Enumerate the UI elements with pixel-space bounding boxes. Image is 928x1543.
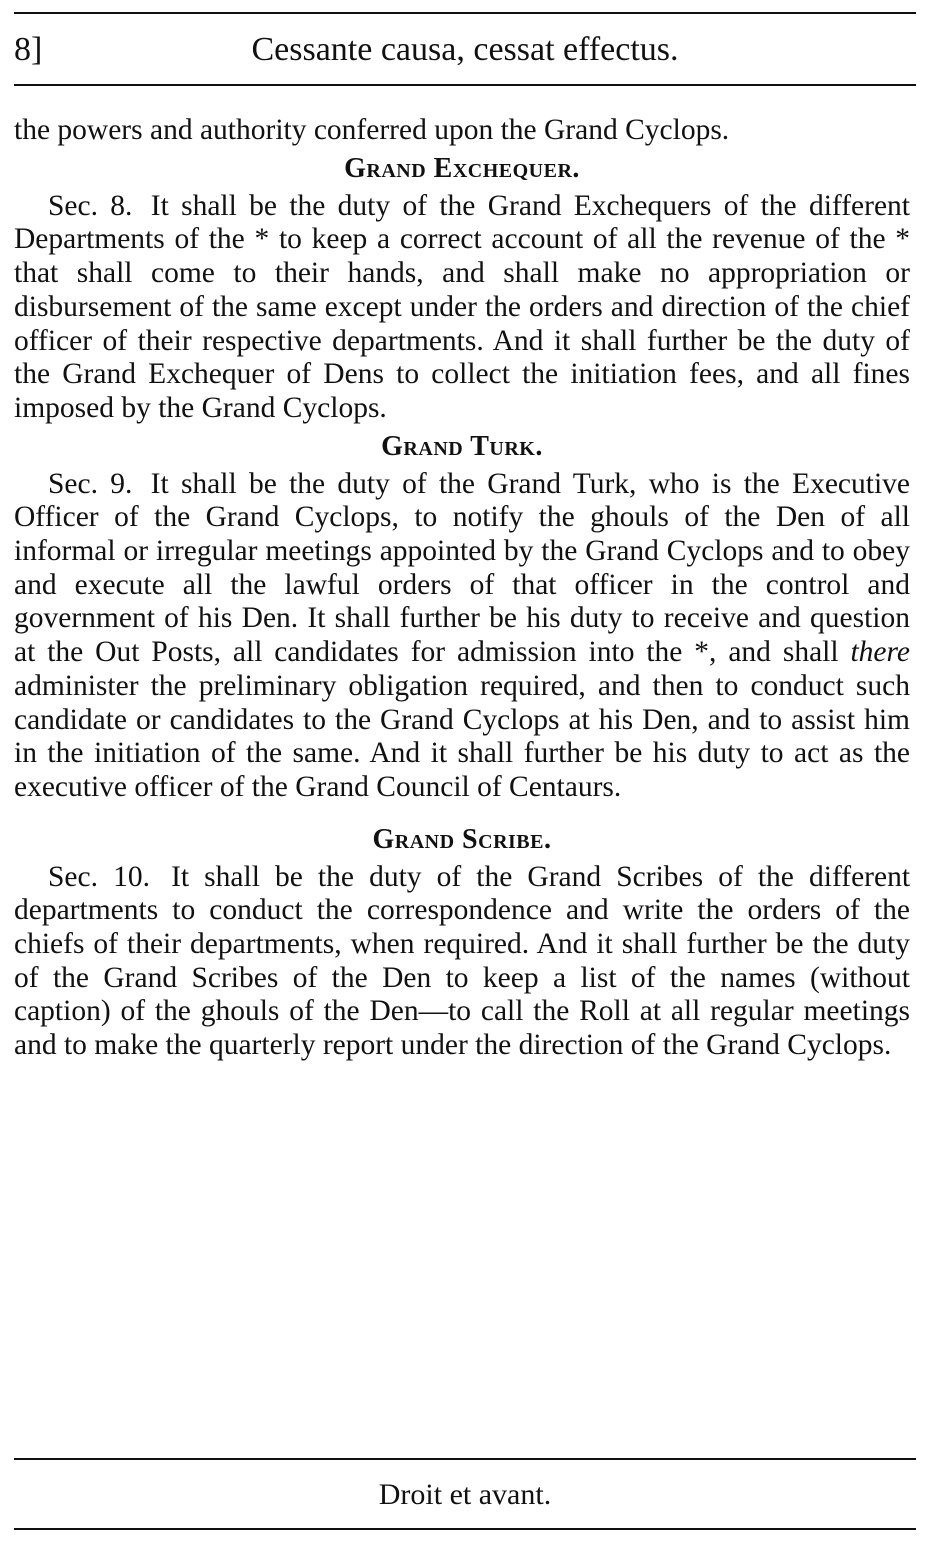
section-heading-grand-turk: Grand Turk. <box>381 430 543 462</box>
section-heading-grand-exchequer: Grand Exchequer. <box>344 152 580 184</box>
section-9-number: Sec. 9. <box>48 467 133 500</box>
section-8-number: Sec. 8. <box>48 189 133 222</box>
page-number: 8] <box>14 31 43 68</box>
section-9-text-start: It shall be the duty of the Grand Turk, who is the Executive Officer of the Grand Cyclops, to notify the ghouls of the Den of all informal or irregular meetings appointed by the Grand Cyclops and to obey and execute all the lawful orders of that officer in the control and government of his Den. It shall further be his duty to receive and question at the Out Posts, all candidates for admission into the *, and shall <box>14 467 911 669</box>
section-10-number: Sec. 10. <box>48 860 150 893</box>
footer-rule <box>14 1458 916 1460</box>
continuation-paragraph: the powers and authority conferred upon the Grand Cyclops. <box>14 114 730 146</box>
section-10-paragraph <box>14 861 910 1063</box>
section-heading-grand-scribe: Grand Scribe. <box>372 823 552 855</box>
section-10-text: It shall be the duty of the Grand Scribes of the different departments to conduct the correspondence and write the orders of the chiefs of their departments, when required. And it shall further be the duty of the Grand Scribes of the Den to keep a list of the names (without caption) of the ghouls of the Den—to call the Roll at all regular meetings and to make the quarterly report under the direction of the Grand Cyclops. <box>14 860 911 1062</box>
book-page <box>14 12 916 1530</box>
header-rule <box>14 84 916 86</box>
section-8-text: It shall be the duty of the Grand Exchequers of the different Departments of the * to keep a correct account of all the revenue of the * that shall come to their hands, and shall make no appropriation or disbursement of the same except under the orders and direction of the chief officer of their respective departments. And it shall further be the duty of the Grand Exchequer of Dens to collect the initiation fees, and all fines imposed by the Grand Cyclops. <box>14 189 910 424</box>
section-9-text-end: administer the preliminary obligation required, and then to conduct such candidate or candidates to the Grand Cyclops at his Den, and to assist him in the initiation of the same. And it shall further be his duty to act as the executive officer of the Grand Council of Centaurs. <box>14 669 910 803</box>
bottom-rule <box>14 1528 916 1530</box>
top-rule <box>14 12 916 14</box>
section-9-paragraph <box>14 468 910 805</box>
running-title: Cessante causa, cessat effectus. <box>251 31 679 68</box>
footer-motto: Droit et avant. <box>378 1478 552 1511</box>
page-body <box>14 114 910 1063</box>
page-header <box>14 24 916 76</box>
section-8-paragraph <box>14 190 910 426</box>
section-9-emphasis: there <box>850 636 910 669</box>
